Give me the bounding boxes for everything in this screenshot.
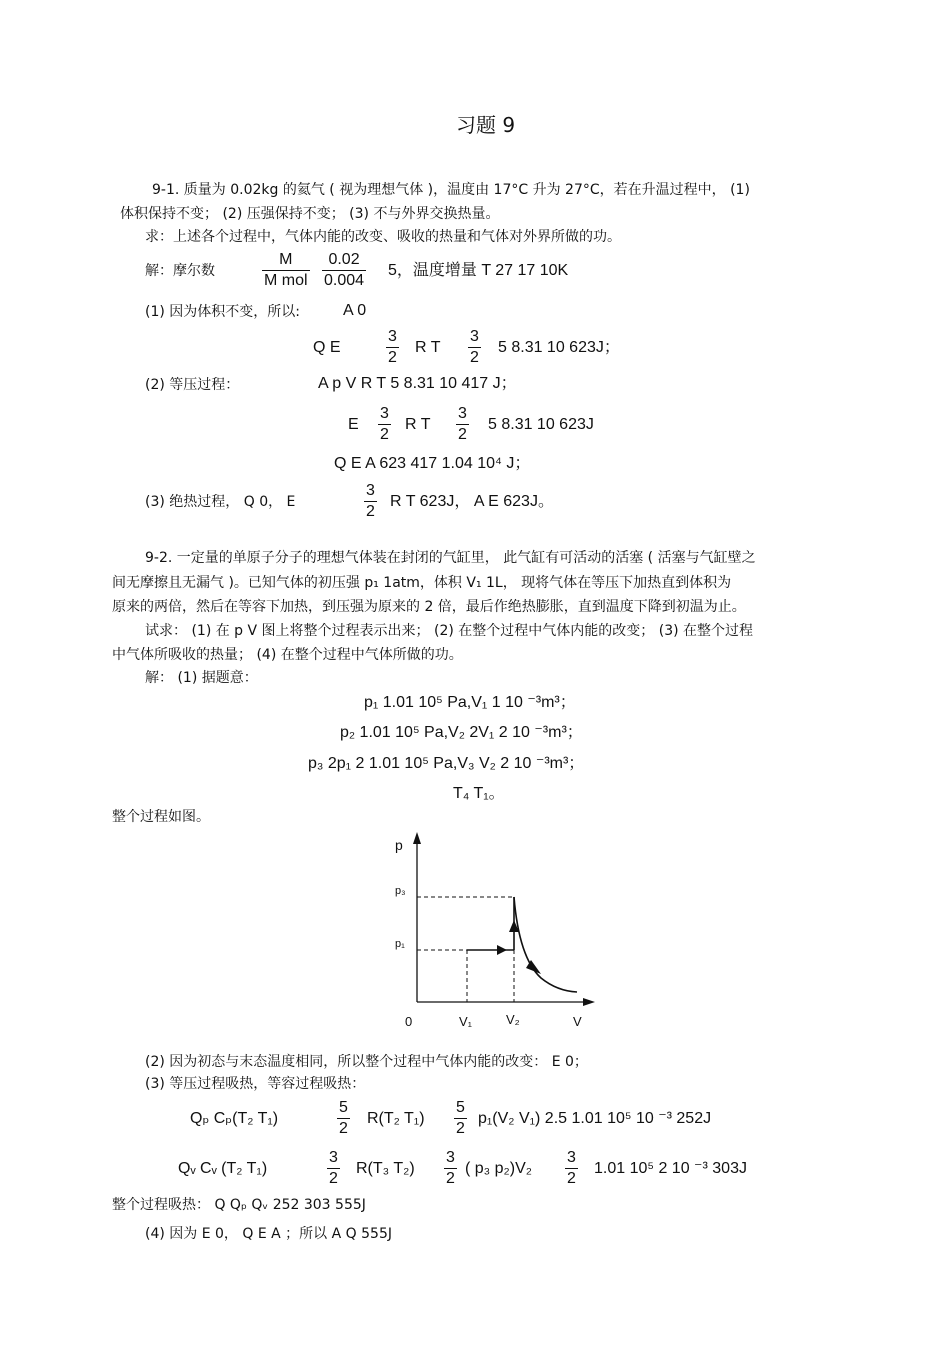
fraction-numerator: 3 — [327, 1148, 340, 1169]
case-2-equation: A p V R T 5 8.31 10 417 J； — [318, 375, 517, 392]
fraction-mass-values — [322, 250, 366, 291]
problem-9-2-line-5: 中气体所吸收的热量； (4) 在整个过程中气体所做的功。 — [112, 647, 463, 663]
fraction-numerator: 3 — [468, 327, 481, 348]
fraction-denominator: M mol — [264, 272, 308, 289]
eq-e2-part-a: E — [348, 416, 359, 433]
case-3-part-b: R T 623J， A E 623J。 — [390, 493, 554, 510]
fraction-numerator: 3 — [444, 1148, 457, 1169]
v1-label: V₁ — [459, 1014, 473, 1029]
fraction-3-2 — [444, 1148, 457, 1189]
case-1-equation: A 0 — [343, 302, 367, 319]
fraction-denominator: 2 — [380, 426, 389, 443]
qp-part-b: R(T₂ T₁) — [367, 1110, 425, 1127]
fraction-5-2 — [337, 1098, 350, 1139]
origin-label: 0 — [405, 1014, 413, 1029]
p-axis-arrow-icon — [413, 832, 421, 844]
eq-q1-part-c: 5 8.31 10 623J； — [498, 339, 620, 356]
pv-diagram — [385, 828, 600, 1038]
fraction-denominator: 2 — [456, 1120, 465, 1137]
fraction-denominator: 2 — [388, 349, 397, 366]
eq-q2: Q E A 623 417 1.04 10⁴ J； — [334, 455, 531, 472]
fraction-m-over-mmol — [262, 250, 310, 291]
fraction-numerator: 3 — [565, 1148, 578, 1169]
isobaric-arrow-icon — [497, 945, 507, 955]
adiabatic-arrow-icon — [526, 960, 541, 974]
case-3-part-a: (3) 绝热过程， Q 0， E — [145, 494, 296, 510]
case-1-label: (1) 因为体积不变，所以: — [145, 304, 300, 320]
fraction-denominator: 2 — [458, 426, 467, 443]
fraction-denominator: 2 — [339, 1120, 348, 1137]
fraction-numerator: 3 — [386, 327, 399, 348]
qv-part-b: R(T₃ T₂) — [356, 1160, 415, 1177]
adiabatic-process — [514, 897, 577, 992]
problem-9-2-line-2: 间无摩擦且无漏气 )。已知气体的初压强 p₁ 1atm，体积 V₁ 1L， 现将气体在等压下加热直到体积为 — [112, 575, 732, 591]
case-2-label: (2) 等压过程： — [145, 377, 240, 393]
answer-3: (3) 等压过程吸热，等容过程吸热： — [145, 1076, 366, 1092]
fraction-3-2 — [386, 327, 399, 368]
state-3: p₃ 2p₁ 2 1.01 10⁵ Pa,V₃ V₂ 2 10 ⁻³m³； — [308, 755, 585, 772]
v-axis-label: V — [573, 1014, 582, 1029]
fraction-3-2 — [565, 1148, 578, 1189]
solution-label: 解：摩尔数 — [145, 263, 215, 279]
fraction-3-2 — [364, 481, 377, 522]
qp-part-c: p₁(V₂ V₁) 2.5 1.01 10⁵ 10 ⁻³ 252J — [478, 1110, 712, 1127]
problem-9-2-solution: 解： (1) 据题意： — [145, 670, 258, 686]
fraction-denominator: 2 — [470, 349, 479, 366]
p-axis-label: p — [395, 837, 403, 853]
p3-label: p₃ — [395, 885, 406, 897]
state-4: T₄ T₁。 — [453, 785, 505, 802]
problem-9-2-line-4: 试求： (1) 在 p V 图上将整个过程表示出来； (2) 在整个过程中气体内能的改变； (3) 在整个过程 — [145, 623, 754, 639]
page-title: 习题 9 — [456, 113, 516, 137]
answer-2: (2) 因为初态与末态温度相同，所以整个过程中气体内能的改变： E 0； — [145, 1054, 588, 1070]
total-heat: 整个过程吸热： Q Qₚ Qᵥ 252 303 555J — [112, 1197, 366, 1213]
fraction-numerator: 5 — [454, 1098, 467, 1119]
fraction-5-2 — [454, 1098, 467, 1139]
v-axis-arrow-icon — [583, 998, 595, 1006]
answer-4: (4) 因为 E 0， Q E A ；所以 A Q 555J — [145, 1226, 392, 1242]
problem-9-1-line-1: 9-1. 质量为 0.02kg 的氦气 ( 视为理想气体 )，温度由 17°C 升为 27°C，若在升温过程中， (1) — [152, 182, 750, 198]
qv-part-d: 1.01 10⁵ 2 10 ⁻³ 303J — [594, 1160, 747, 1177]
problem-9-1-line-3: 求：上述各个过程中，气体内能的改变、吸收的热量和气体对外界所做的功。 — [145, 229, 621, 245]
graph-caption: 整个过程如图。 — [112, 809, 210, 825]
v2-label: V₂ — [506, 1012, 520, 1027]
state-2: p₂ 1.01 10⁵ Pa,V₂ 2V₁ 2 10 ⁻³m³； — [340, 724, 583, 741]
fraction-numerator: 3 — [378, 404, 391, 425]
fraction-3-2 — [456, 404, 469, 445]
eq-q1-part-a: Q E — [313, 339, 341, 356]
fraction-denominator: 2 — [567, 1170, 576, 1187]
eq-e2-part-c: 5 8.31 10 623J — [488, 416, 594, 433]
fraction-3-2 — [327, 1148, 340, 1189]
fraction-3-2 — [468, 327, 481, 368]
fraction-denominator: 0.004 — [324, 272, 365, 289]
fraction-3-2 — [378, 404, 391, 445]
solution-rest: 5，温度增量 T 27 17 10K — [388, 262, 569, 279]
fraction-numerator: M — [262, 250, 310, 271]
qp-part-a: Qₚ Cₚ(T₂ T₁) — [190, 1110, 279, 1127]
p1-label: p₁ — [395, 938, 405, 950]
problem-9-1-line-2: 体积保持不变； (2) 压强保持不变； (3) 不与外界交换热量。 — [120, 206, 500, 222]
problem-9-2-line-1: 9-2. 一定量的单原子分子的理想气体装在封闭的气缸里， 此气缸有可活动的活塞 ( 活塞与气缸壁之 — [145, 550, 756, 566]
qv-part-c: ( p₃ p₂)V₂ — [465, 1160, 532, 1177]
state-1: p₁ 1.01 10⁵ Pa,V₁ 1 10 ⁻³m³； — [364, 694, 576, 711]
qv-part-a: Qᵥ Cᵥ (T₂ T₁) — [178, 1160, 268, 1177]
eq-q1-part-b: R T — [415, 339, 441, 356]
fraction-denominator: 2 — [366, 503, 375, 520]
fraction-numerator: 5 — [337, 1098, 350, 1119]
fraction-numerator: 3 — [456, 404, 469, 425]
problem-9-2-line-3: 原来的两倍，然后在等容下加热，到压强为原来的 2 倍，最后作绝热膨胀，直到温度下降到初温为止。 — [112, 599, 746, 615]
eq-e2-part-b: R T — [405, 416, 431, 433]
fraction-denominator: 2 — [329, 1170, 338, 1187]
fraction-numerator: 0.02 — [322, 250, 366, 271]
fraction-denominator: 2 — [446, 1170, 455, 1187]
fraction-numerator: 3 — [364, 481, 377, 502]
